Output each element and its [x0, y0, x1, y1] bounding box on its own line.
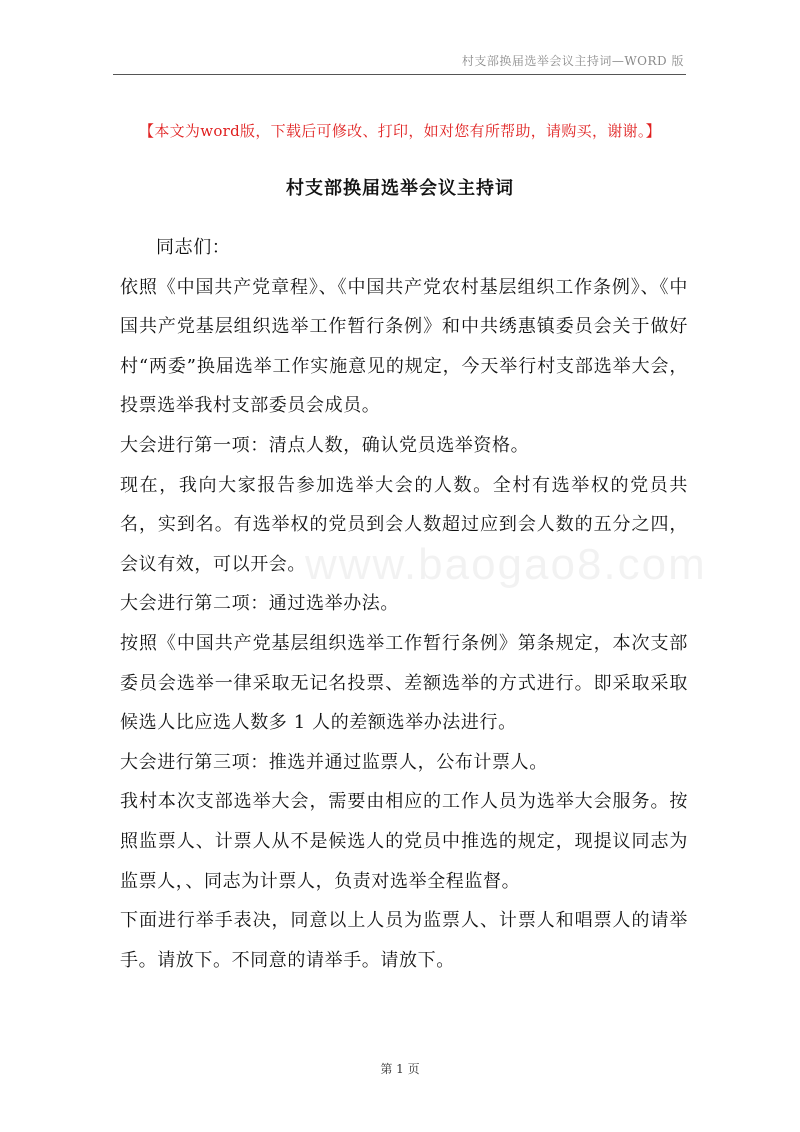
paragraph: 大会进行第二项：通过选举办法。 — [120, 593, 399, 615]
paragraph: 我村本次支部选举大会，需要由相应的工作人员为选举大会服务。按照监票人、计票人从不是候选人的党员中推选的规定，现提议同志为监票人，、同志为计票人，负责对选举全程监督。 — [120, 791, 688, 892]
paragraph: 依照《中国共产党章程》、《中国共产党农村基层组织工作条例》、《中国共产党基层组织选举工作暂行条例》和中共绣惠镇委员会关于做好村“两委”换届选举工作实施意见的规定，今天举行村支部选举大会，投票选举我村支部委员会成员。 — [120, 276, 688, 417]
watermark: www.baogao8.com — [305, 540, 707, 589]
paragraph: 按照《中国共产党基层组织选举工作暂行条例》第条规定，本次支部委员会选举一律采取无记名投票、差额选举的方式进行。即采取采取候选人比应选人数多 1 人的差额选举办法进行。 — [120, 632, 688, 734]
document-title: 村支部换届选举会议主持词 — [286, 178, 514, 199]
document-body — [120, 228, 688, 980]
paragraph: 下面进行举手表决，同意以上人员为监票人、计票人和唱票人的请举手。请放下。不同意的请举手。请放下。 — [120, 910, 688, 971]
running-header: 村支部换届选举会议主持词—WORD 版 — [461, 54, 684, 68]
header-divider — [113, 74, 686, 75]
paragraph: 大会进行第一项：清点人数，确认党员选举资格。 — [120, 434, 530, 456]
paragraph: 现在，我向大家报告参加选举大会的人数。全村有选举权的党员共名，实到名。有选举权的党员到会人数超过应到会人数的五分之四，会议有效，可以开会。 — [120, 474, 688, 575]
download-notice: 【本文为word版，下载后可修改、打印，如对您有所帮助，请购买，谢谢。】 — [139, 122, 661, 140]
paragraph-greeting: 同志们： — [156, 237, 231, 258]
page-number: 第 1 页 — [380, 1062, 420, 1076]
paragraph: 大会进行第三项：推选并通过监票人，公布计票人。 — [120, 751, 548, 773]
